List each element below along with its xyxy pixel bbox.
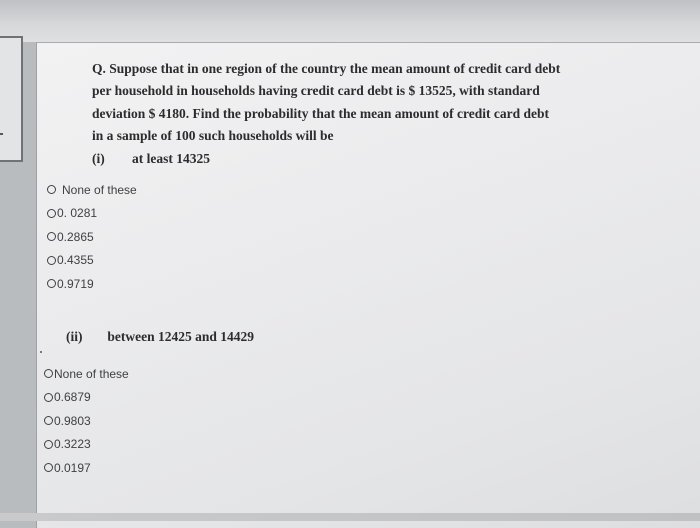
bullet-dot [40, 351, 42, 353]
options-part-ii [44, 362, 129, 480]
option-3223[interactable] [44, 433, 129, 457]
option-0281[interactable] [47, 202, 137, 226]
radio-button-icon[interactable] [47, 279, 56, 288]
panel-tick [0, 133, 3, 135]
part-number: (i) [92, 150, 105, 166]
radio-button-icon[interactable] [44, 369, 53, 378]
option-none-of-these[interactable] [44, 362, 129, 386]
screen-top-edge [0, 0, 700, 42]
left-panel [0, 36, 23, 162]
question-line: per household in households having credit card debt is $ 13525, with standard [92, 83, 540, 99]
option-label: None of these [62, 182, 137, 197]
option-label: None of these [54, 366, 129, 381]
radio-button-icon[interactable] [44, 393, 53, 402]
option-label: 0.3223 [54, 437, 91, 452]
part-number: (ii) [66, 329, 83, 344]
option-6879[interactable] [44, 386, 129, 410]
radio-button-icon[interactable] [47, 185, 56, 194]
option-label: 0.9719 [57, 276, 94, 291]
option-label: 0. 0281 [57, 206, 98, 221]
part-text: between 12425 and 14429 [107, 329, 255, 344]
part-i-label [92, 148, 592, 170]
radio-button-icon[interactable] [47, 209, 56, 218]
option-label: 0.9803 [54, 413, 91, 428]
radio-button-icon[interactable] [47, 256, 56, 265]
radio-button-icon[interactable] [44, 416, 53, 425]
radio-button-icon[interactable] [44, 440, 53, 449]
part-ii-label [66, 329, 254, 345]
option-label: 0.4355 [57, 253, 94, 268]
question-line: Q. Suppose that in one region of the country the mean amount of credit card debt [92, 61, 561, 76]
option-none-of-these[interactable] [47, 178, 137, 202]
options-part-i [47, 178, 137, 296]
option-label: 0.6879 [54, 390, 91, 405]
radio-button-icon[interactable] [44, 463, 53, 472]
option-9803[interactable] [44, 409, 129, 433]
option-9719[interactable] [47, 272, 137, 296]
option-4355[interactable] [47, 249, 137, 273]
question-line: deviation $ 4180. Find the probability that the mean amount of credit card debt [92, 105, 550, 121]
option-label: 0.2865 [57, 229, 94, 244]
radio-button-icon[interactable] [47, 232, 56, 241]
bottom-edge [0, 513, 700, 521]
option-2865[interactable] [47, 225, 137, 249]
option-0197[interactable] [44, 456, 129, 480]
part-text: at least 14325 [132, 150, 210, 166]
question-text [92, 58, 592, 170]
option-label: 0.0197 [54, 460, 91, 475]
question-line: in a sample of 100 such households will be [92, 128, 334, 144]
